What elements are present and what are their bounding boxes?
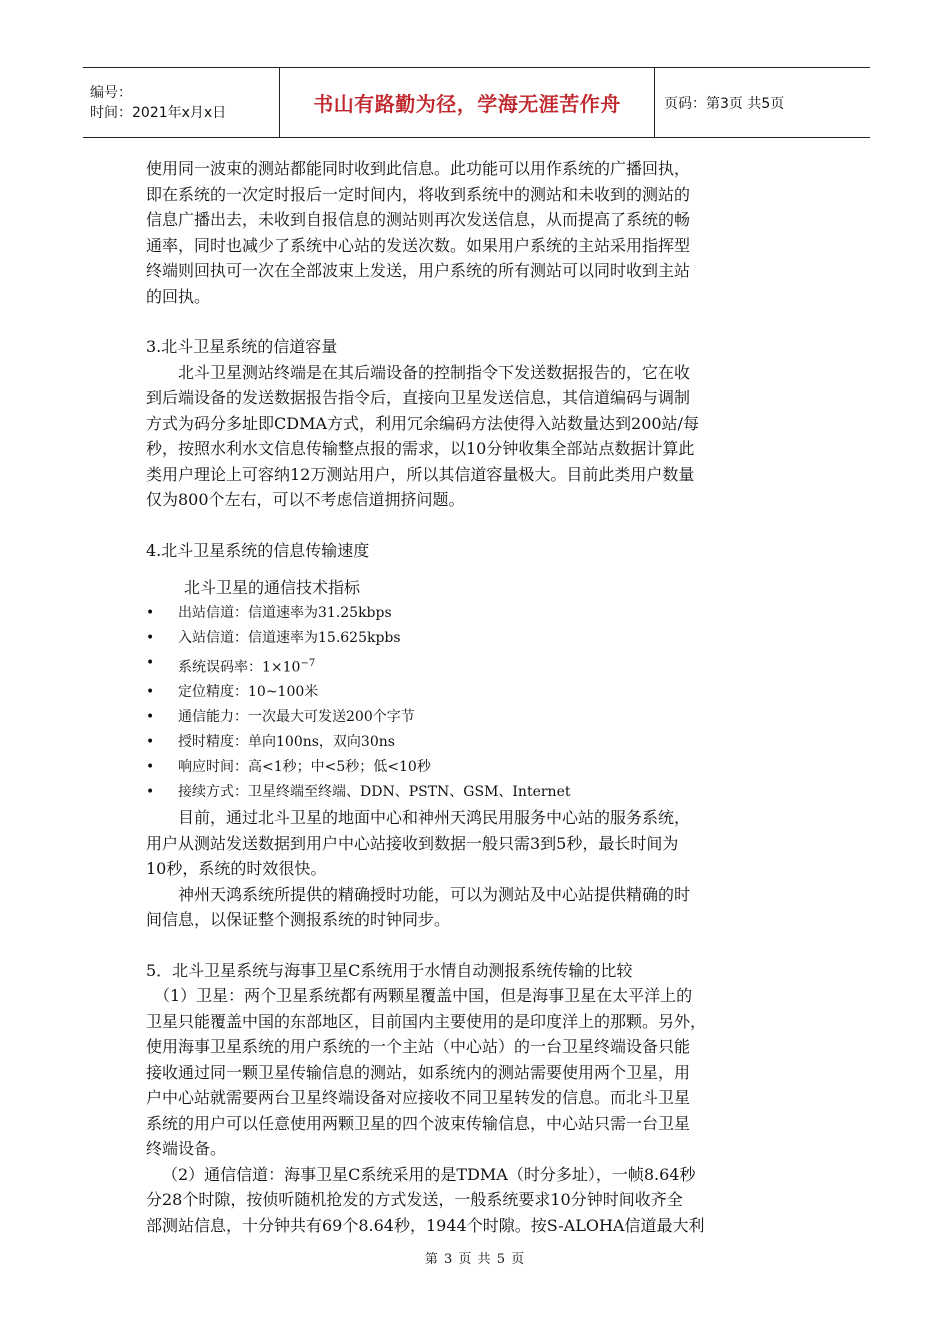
text-line: 信息广播出去，未收到自报信息的测站则再次发送信息，从而提高了系统的畅	[146, 210, 691, 229]
text-line: 方式为码分多址即CDMA方式，利用冗余编码方法使得入站数量达到200站/每	[146, 413, 699, 433]
section-5-paragraph-1	[146, 983, 810, 1162]
text-line: 分28个时隙，按侦听随机抢发的方式发送，一般系统要求10分钟时间收齐全	[146, 1190, 683, 1210]
text-line: 接收通过同一颗卫星传输信息的测站，如系统内的测站需要使用两个卫星，用	[146, 1062, 691, 1082]
section-5-heading: 5．北斗卫星系统与海事卫星C系统用于水情自动测报系统传输的比较	[146, 960, 633, 980]
text-line: 终端则回执可一次在全部波束上发送，用户系统的所有测站可以同时收到主站	[146, 261, 691, 280]
document-number: 编号：	[90, 84, 132, 101]
header-meta	[83, 68, 280, 137]
bullet-icon: •	[146, 784, 155, 801]
list-item-text: 响应时间：高<1秒；中<5秒；低<10秒	[178, 759, 431, 776]
list-item-text: 接续方式：卫星终端至终端、DDN、PSTN、GSM、Internet	[178, 784, 571, 801]
text-line: 北斗卫星测站终端是在其后端设备的控制指令下发送数据报告的，它在收	[178, 362, 691, 382]
text-line: 通率，同时也减少了系统中心站的发送次数。如果用户系统的主站采用指挥型	[146, 235, 691, 255]
text-line: 使用海事卫星系统的用户系统的一个主站（中心站）的一台卫星终端设备只能	[146, 1037, 691, 1057]
section-5-paragraph-2	[146, 1162, 810, 1239]
section-4-paragraph-2	[146, 882, 810, 933]
list-item	[146, 680, 810, 705]
page-header	[83, 67, 870, 138]
section-4-paragraph-1	[146, 805, 810, 882]
bullet-icon: •	[146, 684, 155, 701]
text-line: 10秒，系统的时效很快。	[146, 859, 327, 879]
section-3-paragraph	[146, 360, 810, 513]
document-body	[146, 156, 810, 1238]
header-page-info: 页码：第3页 共5页	[664, 95, 785, 112]
text-line: 仅为800个左右，可以不考虑信道拥挤问题。	[146, 490, 465, 509]
list-item-text: 入站信道：信道速率为15.625kpbs	[178, 629, 401, 646]
text-line: 部测站信息，十分钟共有69个8.64秒，1944个时隙。按S-ALOHA信道最大利	[146, 1215, 705, 1235]
spec-list	[146, 601, 810, 806]
list-item-text: 授时精度：单向100ns，双向30ns	[178, 734, 395, 751]
list-item	[146, 626, 810, 651]
list-item	[146, 755, 810, 780]
list-item	[146, 705, 810, 730]
text-line: （1）卫星：两个卫星系统都有两颗星覆盖中国，但是海事卫星在太平洋上的	[154, 986, 693, 1006]
text-line: 终端设备。	[146, 1139, 227, 1159]
text-line: 用户从测站发送数据到用户中心站接收到数据一般只需3到5秒，最长时间为	[146, 833, 679, 853]
page-footer: 第 3 页 共 5 页	[424, 1252, 526, 1267]
list-item-text: 定位精度：10~100米	[178, 684, 319, 701]
text-line: 卫星只能覆盖中国的东部地区，目前国内主要使用的是印度洋上的那颗。另外，	[146, 1011, 707, 1031]
section-4-subheading: 北斗卫星的通信技术指标	[184, 578, 361, 597]
text-line: 到后端设备的发送数据报告指令后，直接向卫星发送信息，其信道编码与调制	[146, 388, 691, 407]
list-item	[146, 730, 810, 755]
bullet-icon: •	[146, 604, 155, 621]
list-item-text: 通信能力：一次最大可发送200个字节	[178, 709, 415, 726]
bullet-icon: •	[146, 734, 155, 751]
list-item-text: 系统误码率：1×10	[178, 659, 301, 676]
text-line: 间信息，以保证整个测报系统的时钟同步。	[146, 910, 451, 930]
section-3-heading: 3.北斗卫星系统的信道容量	[146, 337, 338, 356]
list-item-text: 出站信道：信道速率为31.25kbps	[178, 604, 392, 621]
text-line: （2）通信信道：海事卫星C系统采用的是TDMA（时分多址），一帧8.64秒	[162, 1164, 696, 1184]
header-motto: 书山有路勤为径，学海无涯苦作舟	[280, 68, 655, 137]
text-line: 即在系统的一次定时报后一定时间内，将收到系统中的测站和未收到的测站的	[146, 184, 691, 204]
text-line: 使用同一波束的测站都能同时收到此信息。此功能可以用作系统的广播回执，	[146, 159, 691, 178]
document-date: 时间：2021年x月x日	[90, 104, 227, 121]
error-rate-exponent: −7	[300, 657, 316, 669]
bullet-icon: •	[146, 629, 155, 646]
section-4-heading: 4.北斗卫星系统的信息传输速度	[146, 540, 370, 560]
text-line: 类用户理论上可容纳12万测站用户，所以其信道容量极大。目前此类用户数量	[146, 464, 695, 484]
intro-paragraph	[146, 156, 810, 309]
list-item	[146, 651, 810, 681]
text-line: 的回执。	[146, 286, 211, 306]
text-line: 目前，通过北斗卫星的地面中心和神州天鸿民用服务中心站的服务系统，	[178, 808, 691, 828]
text-line: 户中心站就需要两台卫星终端设备对应接收不同卫星转发的信息。而北斗卫星	[146, 1088, 691, 1108]
list-item	[146, 601, 810, 626]
text-line: 系统的用户可以任意使用两颗卫星的四个波束传输信息，中心站只需一台卫星	[146, 1113, 691, 1133]
bullet-icon: •	[146, 759, 155, 776]
list-item	[146, 780, 810, 805]
text-line: 秒，按照水利水文信息传输整点报的需求，以10分钟收集全部站点数据计算此	[146, 439, 695, 458]
text-line: 神州天鸿系统所提供的精确授时功能，可以为测站及中心站提供精确的时	[178, 884, 691, 904]
bullet-icon: •	[146, 709, 155, 726]
bullet-icon: •	[146, 654, 155, 671]
